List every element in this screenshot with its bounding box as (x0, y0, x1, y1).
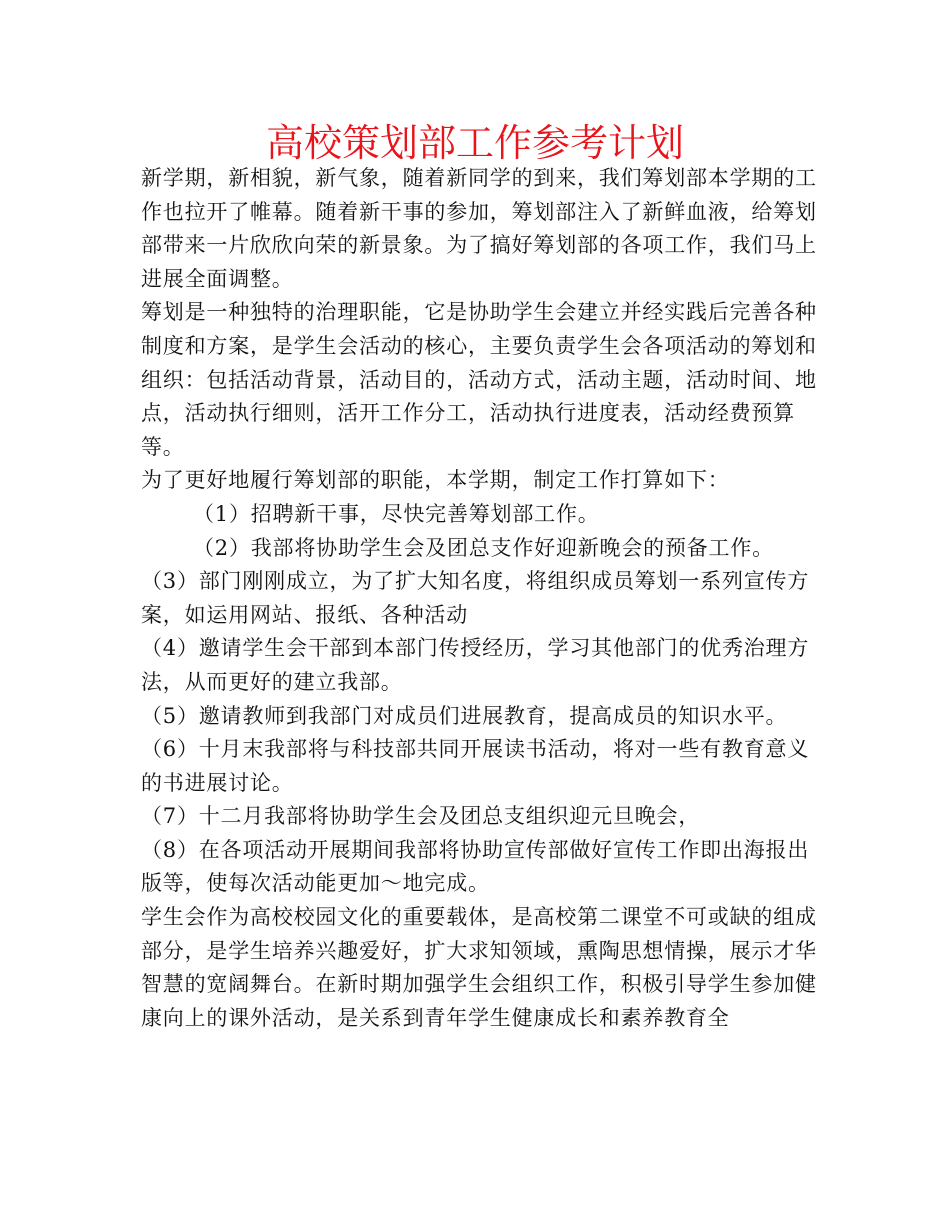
plan-item-5: （5）邀请教师到我部门对成员们进展教育，提高成员的知识水平。 (141, 703, 788, 728)
plan-item-7: （7）十二月我部将协助学生会及团总支组织迎元旦晚会， (141, 804, 701, 829)
plan-item-8: （8）在各项活动开展期间我部将协助宣传部做好宣传工作即出海报出版等，使每次活动能更加～地完成。 (141, 837, 810, 896)
plan-item-4: （4）邀请学生会干部到本部门传授经历，学习其他部门的优秀治理方法，从而更好的建立我部。 (141, 636, 810, 694)
paragraph-definition: 筹划是一种独特的治理职能，它是协助学生会建立并经实践后完善各种制度和方案，是学生会活动的核心，主要负责学生会各项活动的筹划和组织：包括活动背景，活动目的，活动方式，活动主题，活动时间、地点，活动执行细则，活开工作分工，活动执行进度表，活动经费预算等。 (141, 300, 817, 459)
document-body (141, 162, 817, 1035)
plan-item-2: （2）我部将协助学生会及团总支作好迎新晚会的预备工作。 (193, 535, 774, 560)
plan-item-3: （3）部门刚刚成立，为了扩大知名度，将组织成员筹划一系列宣传方案，如运用网站、报纸、各种活动 (141, 569, 810, 627)
paragraph-student-union: 学生会作为高校校园文化的重要载体，是高校第二课堂不可或缺的组成部分，是学生培养兴趣爱好，扩大求知领域，熏陶思想情操，展示才华智慧的宽阔舞台。在新时期加强学生会组织工作，积极引导学生参加健康向上的课外活动，是关系到青年学生健康成长和素养教育全 (141, 905, 817, 1030)
plan-item-6: （6）十月末我部将与科技部共同开展读书活动，将对一些有教育意义的书进展讨论。 (141, 737, 810, 795)
plan-item-1: （1）招聘新干事，尽快完善筹划部工作。 (193, 501, 600, 526)
paragraph-plan-lead: 为了更好地履行筹划部的职能，本学期，制定工作打算如下： (141, 468, 730, 493)
paragraph-intro: 新学期，新相貌，新气象，随着新同学的到来，我们筹划部本学期的工作也拉开了帷幕。随着新干事的参加，筹划部注入了新鲜血液，给筹划部带来一片欣欣向荣的新景象。为了搞好筹划部的各项工作，我们马上进展全面调整。 (141, 166, 817, 291)
document-title: 高校策划部工作参考计划 (265, 121, 684, 165)
